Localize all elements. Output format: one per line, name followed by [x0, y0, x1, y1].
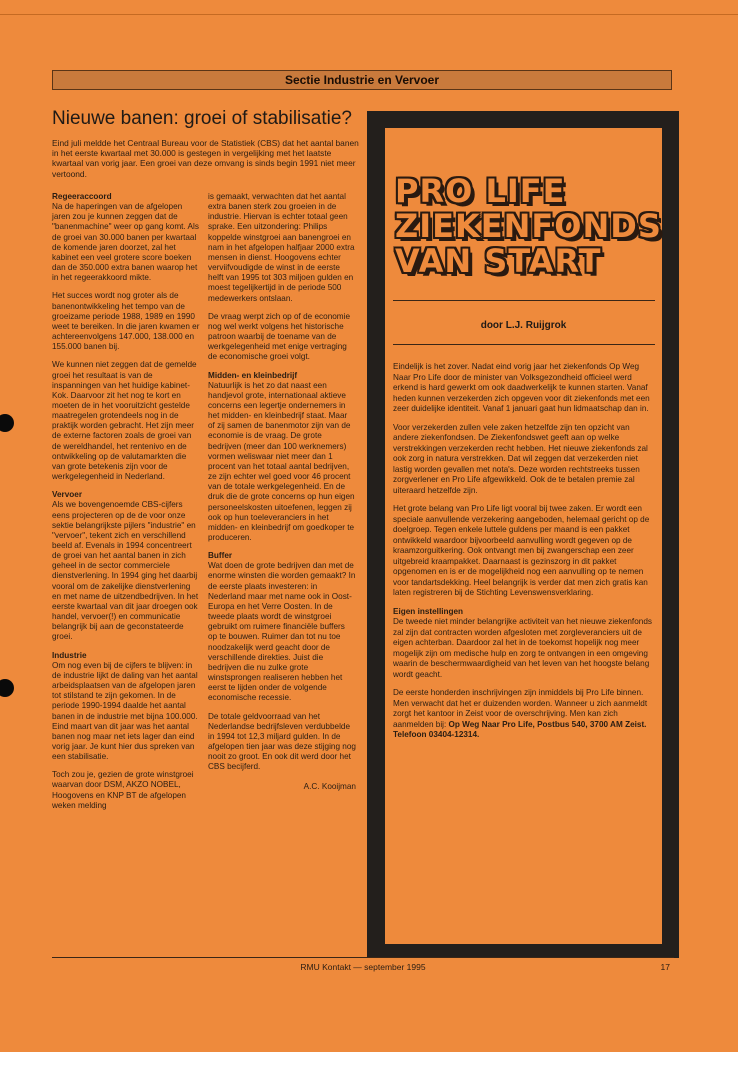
footer-rule [52, 957, 674, 958]
article-column-2 [208, 192, 356, 793]
article-intro: Eind juli meldde het Centraal Bureau voor de Statistiek (CBS) dat het aantal banen in het eerste kwartaal met 30.000 is gestegen in vergelijking met het laatste kwartaal van vorig jaar. Een groei van deze omvang is sinds begin 1991 niet meer vertoond. [52, 138, 359, 179]
paragraph: Als we bovengenoemde CBS-cijfers eens projecteren op de de voor onze sektie belangrijkste pijlers "industrie" en "vervoer", tekent zich en verschillend beeld af. Evenals in 1994 concentreert de groei van het aantal banen in zich geheel in de sector commerciele dienstverlening. In 1994 ging het daarbij vooral om de zakelijke dienstverlening en met name de uitzendbedrijven. In het eerste kwartaal van dit jaar droegen ook handel, vervoer(!) en communicatie belangrijk bij aan de geconstateerde groei. [52, 500, 199, 642]
paragraph [393, 688, 655, 741]
page-footer [52, 962, 674, 976]
headline-line: PRO LIFE [395, 172, 566, 210]
contact-address: Op Weg Naar Pro Life, Postbus 540, 3700 AM Zeist. Telefoon 03404-12314. [393, 719, 647, 739]
paragraph: Het succes wordt nog groter als de banenontwikkeling het tempo van de groeizame periode 1988, 1989 en 1990 weet te bereiken. In die jaren kwamen er achtereenvolgens 147.000, 138.000 en 155.000 banen bij. [52, 291, 200, 352]
box-headline [395, 172, 662, 280]
top-edge-line [0, 14, 738, 15]
divider [393, 344, 655, 345]
paragraph: is gemaakt, verwachten dat het aantal extra banen sterk zou groeien in de industrie. Hiervan is echter totaal geen sprake. Een uitzondering: Philips koppelde winstgroei aan banengroei en nam in het afgelopen halfjaar 2000 extra mensen in dienst. Hoogovens echter verviifvoudigde de winst in de eerste helft van 1995 tot 303 miljoen gulden en moest tegelijkertijd in de periode 500 medewerkers ontslaan. [208, 192, 355, 303]
paragraph: De totale geldvoorraad van het Nederlandse bedrijfsleven verdubbelde in 1994 tot 12,3 miljard gulden. In de afgelopen tien jaar was deze stijging nog nooit zo groot. En ook dit werd door het CBS becijferd. [208, 711, 356, 772]
subheading: Buffer [208, 551, 233, 561]
paragraph: Natuurlijk is het zo dat naast een handjevol grote, internationaal aktieve concerns een legertje ondernemers in het midden- en kleinbedrijf staat. Maar of zij samen de banenmotor zijn van de economie is de vraag. De grote bedrijven (meer dan 100 werknemers) vormen weliswaar niet meer dan 1 procent van het totaal aantal bedrijven, ze zijn echter wel goed voor 46 procent van de totale werkgelegenheid. En de druk die de grote concerns op hun eigen personeelskosten uitoefenen, leggen zij ook op hun toeleveranciers in het midden- en kleinbedrijf om goedkoper te produceren. [208, 380, 355, 542]
binder-hole [0, 679, 14, 697]
page-bottom-edge [0, 1052, 738, 1068]
byline: door L.J. Ruijgrok [480, 320, 567, 331]
box-body [393, 362, 655, 749]
paragraph: De vraag werpt zich op of de economie nog wel werkt volgens het historische patroon waarbij de toename van de werkgelegenheid met enige vertraging de economische groei volgt. [208, 311, 350, 362]
paragraph: Om nog even bij de cijfers te blijven: in de industrie lijkt de daling van het aantal arbeidsplaatsen van de afgelopen jaren tot stilstand te zijn gekomen. In de periode 1990-1994 daalde het aantal banen in de industrie met bijna 100.000. Eind maart van dit jaar was het aantal banen nog maar net iets lager dan eind vorig jaar. Je kunt hier dus spreken van een stabilisatie. [52, 660, 198, 762]
author-signature: A.C. Kooijman [303, 782, 356, 792]
footer-text: RMU Kontakt — september 1995 [300, 962, 426, 972]
paragraph: Wat doen de grote bedrijven dan met de enorme winsten die worden gemaakt? In de eerste plaats investeren: in Nederland maar met name ook in Oost-Europa en het Verre Oosten. In de tweede plaats wordt de winstgroei gebruikt om ruimere financiële buffers op te bouwen. Ruimer dan tot nu toe noodzakelijk werd geacht door de verschillende direkties. Juist die bedrijven die nu zulke grote winstsprongen realiseren hebben het eerst te lijden onder de volgende economische recessie. [208, 561, 356, 703]
paragraph: Eindelijk is het zover. Nadat eind vorig jaar het ziekenfonds Op Weg Naar Pro Life door de minister van Volksgezondheid officieel werd erkend is hard gewerkt om ook daadwerkelijk te kunnen starten. Vanaf heden kunnen verzekerden zich opgeven voor dit ziekenfonds met een zeer duidelijke identiteit. Vanaf 1 januari gaat hun lidmaatschap dan in. [393, 362, 650, 413]
paragraph: Het grote belang van Pro Life ligt vooral bij twee zaken. Er wordt een speciale aanvullende verzekering aangeboden, helemaal gericht op de doelgroep. Tegen enkele luttele guldens per maand is een pakket ontwikkeld waardoor bijvoorbeeld aanvulling wordt gegeven op de kraamzorguitkering. Ook ontvangt men bij zwangerschap een zeer uitgebreid kraampakket. Daarnaast is gezinszorg in dit pakket opgenomen en is er de mogelijkheid nog een aanvulling op te nemen voor tandartsdekking. Heel belangrijk is verder dat men zich gratis kan laten registreren bij de Stichting Levenswensverklaring. [393, 504, 650, 597]
paragraph: De tweede niet minder belangrijke activiteit van het nieuwe ziekenfonds zal zijn dat contracten worden afgesloten met zorgleveranciers uit de eigen achterban. Daardoor zal het in de toekomst hopelijk nog meer mogelijk zijn om medische hulp en zorg te ontvangen in een omgeving waarin de beschermwaardigheid van het leven van het hoogste belang wordt geacht. [393, 617, 652, 679]
article-column-1 [52, 192, 200, 819]
subheading: Industrie [52, 650, 87, 660]
section-header: Sectie Industrie en Vervoer [52, 70, 672, 90]
paragraph: Toch zou je, gezien de grote winstgroei waarvan door DSM, AKZO NOBEL, Hoogovens en KNP BT de afgelopen weken melding [52, 770, 194, 810]
subheading: Midden- en kleinbedrijf [208, 370, 298, 380]
article-title: Nieuwe banen: groei of stabilisatie? [52, 108, 352, 129]
subheading: Vervoer [52, 490, 83, 500]
paragraph: Voor verzekerden zullen vele zaken hetzelfde zijn ten opzicht van andere ziekenfondsen. De Ziekenfondswet geeft aan op welke verstrekkingen verzekerden recht hebben. Het nieuwe ziekenfonds zal ook zorg in natura verstrekken. Dat wil zeggen dat verzekerden niet lastig worden gevallen met nota's. Deze worden rechtstreeks tussen zorgverlener en Pro Life afgewikkeld. Ook de te betalen premie zal uiteraard hetzelfde zijn. [393, 422, 648, 495]
divider [393, 300, 655, 301]
subheading: Eigen instellingen [393, 606, 464, 616]
headline-line: ZIEKENFONDS [395, 207, 662, 245]
paragraph: Na de haperingen van de afgelopen jaren zou je kunnen zeggen dat de "banenmachine" weer op gang komt. Als de groei van 30.000 banen per kwartaal de komende jaren doorzet, zal het kabinet een veel grotere score boeken dan de 350.000 extra banen waarop het in het regeerakkoord mikte. [52, 202, 199, 283]
subheading: Regeeraccoord [52, 192, 112, 201]
paragraph: We kunnen niet zeggen dat de gemelde groei het resultaat is van de inspanningen van het huidige kabinet-Kok. Daarvoor zit het nog te kort en moeten de in het vooruitzicht gestelde maatregelen grotendeels nog in de praktijk worden gebracht. Het zijn meer de externe factoren zoals de groei van de wereldhandel, het rentenivo en de ontwikkeling op de valutamarkten die van grote betekenis zijn voor de werkgelegenheid in Nederland. [52, 360, 197, 482]
binder-hole [0, 414, 14, 432]
headline-line: VAN START [395, 242, 602, 280]
sidebar-panel [385, 128, 662, 944]
paragraph-text: De eerste honderden inschrijvingen zijn inmiddels bij Pro Life binnen. Men verwacht dat het er duizenden worden. Wanneer u zich aanmeldt zorgt het kantoor in Zeist voor de overschrijving. Men kan zich aanmelden bij: [393, 688, 648, 729]
page-number: 17 [660, 962, 670, 972]
